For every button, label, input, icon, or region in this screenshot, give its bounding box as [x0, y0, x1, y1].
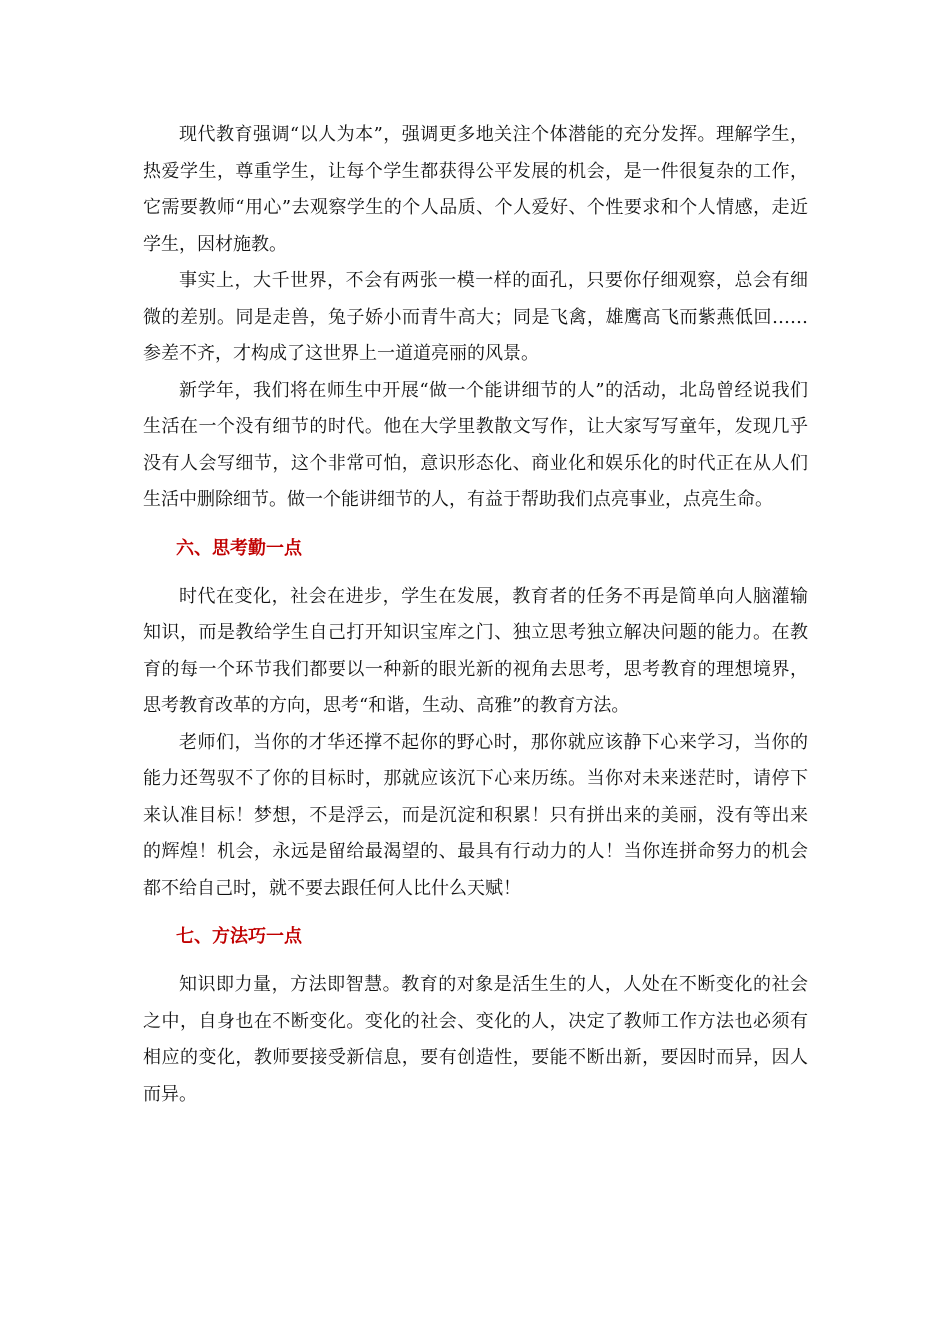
- section-heading-7: 七、方法巧一点: [176, 926, 302, 947]
- paragraph: 老师们，当你的才华还撑不起你的野心时，那你就应该静下心来学习，当你的能力还驾驭不了你的目标时，那就应该沉下心来历练。当你对未来迷茫时，请停下来认准目标！梦想，不是浮云，而是沉淀和积累！只有拼出来的美丽，没有等出来的辉煌！机会，永远是留给最渴望的、最具有行动力的人！当你连拼命努力的机会都不给自己时，就不要去跟任何人比什么天赋！: [143, 731, 808, 899]
- paragraph: 时代在变化，社会在进步，学生在发展，教育者的任务不再是简单向人脑灌输知识，而是教给学生自己打开知识宝库之门、独立思考独立解决问题的能力。在教育的每一个环节我们都要以一种新的眼光新的视角去思考，思考教育的理想境界，思考教育改革的方向，思考“和谐，生动、高雅”的教育方法。: [143, 585, 808, 716]
- paragraph: 现代教育强调“以人为本”，强调更多地关注个体潜能的充分发挥。理解学生，热爱学生，尊重学生，让每个学生都获得公平发展的机会，是一件很复杂的工作，它需要教师“用心”去观察学生的个人品质、个人爱好、个性要求和个人情感，走近学生，因材施教。: [143, 124, 808, 255]
- document-page: [143, 117, 808, 1113]
- paragraph: 新学年，我们将在师生中开展“做一个能讲细节的人”的活动，北岛曾经说我们生活在一个没有细节的时代。他在大学里教散文写作，让大家写写童年，发现几乎没有人会写细节，这个非常可怕，意识形态化、商业化和娱乐化的时代正在从人们生活中删除细节。做一个能讲细节的人，有益于帮助我们点亮事业，点亮生命。: [143, 379, 808, 510]
- paragraph: 知识即力量，方法即智慧。教育的对象是活生生的人，人处在不断变化的社会之中，自身也在不断变化。变化的社会、变化的人，决定了教师工作方法也必须有相应的变化，教师要接受新信息，要有创造性，要能不断出新，要因时而异，因人而异。: [143, 974, 808, 1105]
- paragraph: 事实上，大千世界，不会有两张一模一样的面孔，只要你仔细观察，总会有细微的差别。同是走兽，兔子娇小而青牛高大；同是飞禽，雄鹰高飞而紫燕低回……参差不齐，才构成了这世界上一道道亮丽的风景。: [143, 270, 808, 364]
- section-heading-6: 六、思考勤一点: [176, 537, 302, 559]
